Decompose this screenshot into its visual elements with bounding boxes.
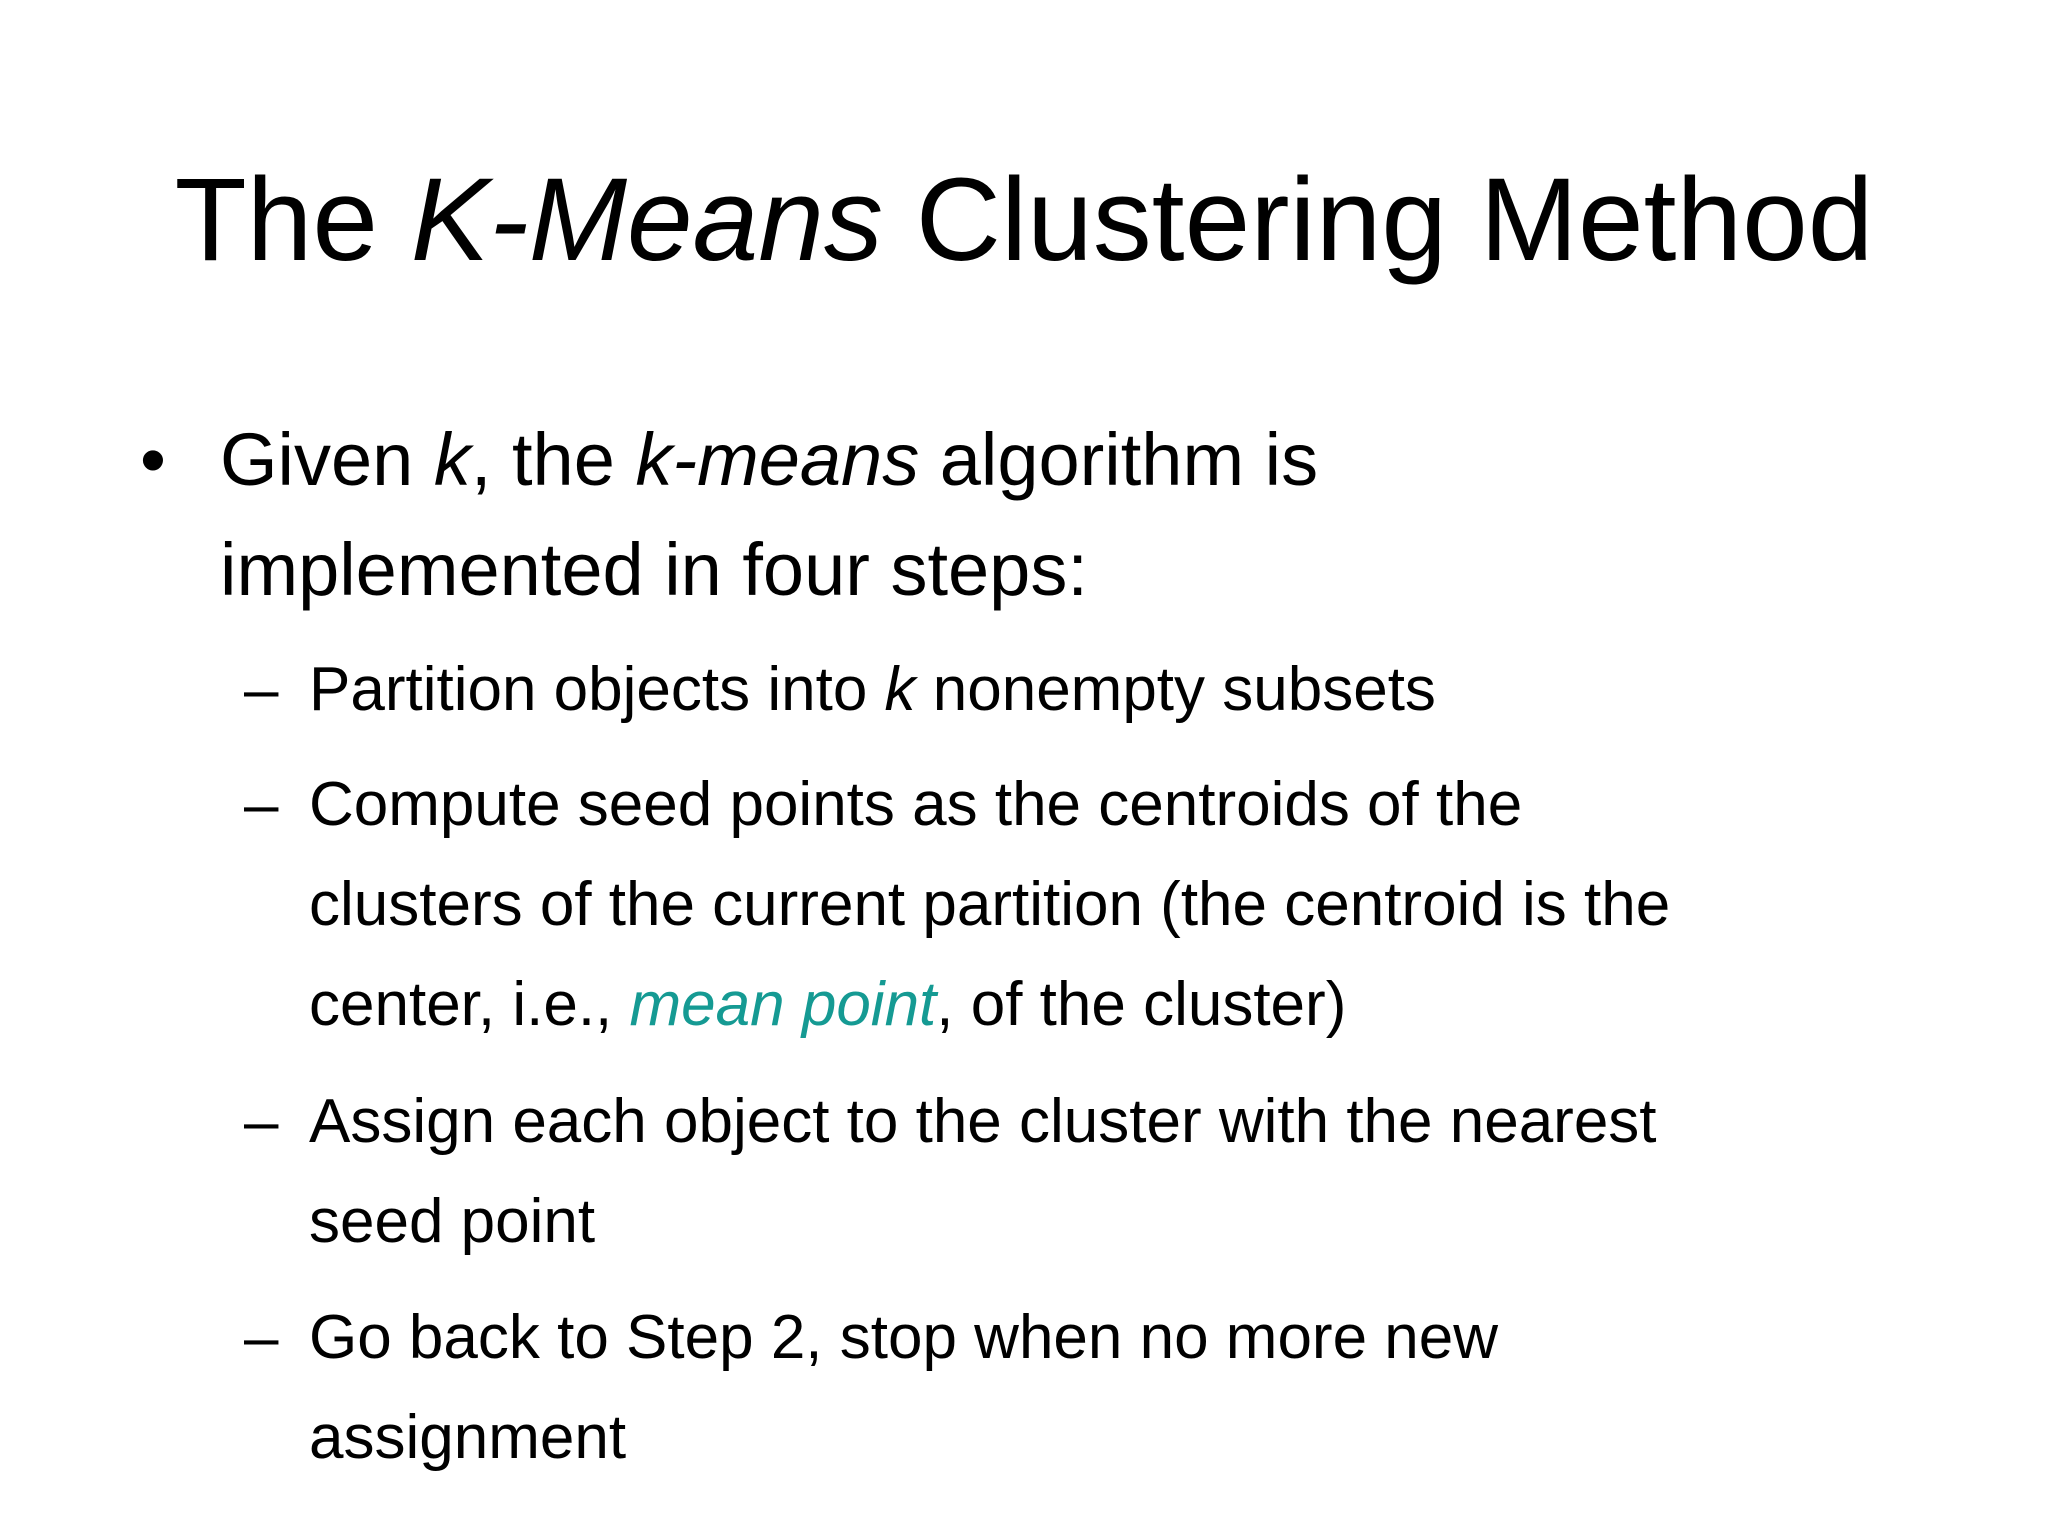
main-bullet-line-1-b: k xyxy=(433,418,471,501)
step-1-line-1-c: nonempty subsets xyxy=(915,655,1436,724)
main-bullet-line-1-e: algorithm is xyxy=(919,418,1319,501)
main-bullet-line-1-c: , the xyxy=(470,418,636,501)
slide-title xyxy=(0,150,2048,290)
main-bullet-line-2: implemented in four steps: xyxy=(220,528,1088,611)
step-4-marker: – xyxy=(244,1303,279,1372)
step-2-line-2: clusters of the current partition (the centroid is the xyxy=(309,870,1671,939)
title-part-3: Clustering Method xyxy=(882,154,1874,286)
step-3-marker: – xyxy=(244,1087,279,1156)
step-2-line-1: Compute seed points as the centroids of the xyxy=(309,770,1523,839)
step-1-marker: – xyxy=(244,655,279,724)
main-bullet-line-1-a: Given xyxy=(220,418,434,501)
step-3-line-2: seed point xyxy=(309,1187,596,1256)
step-1-line-1-a: Partition objects into xyxy=(309,655,885,724)
step-4-line-1: Go back to Step 2, stop when no more new xyxy=(309,1303,1499,1372)
title-part-2: K-Means xyxy=(410,154,883,286)
step-2-line-3-a: center, i.e., xyxy=(309,970,630,1039)
step-3-line-1: Assign each object to the cluster with the nearest xyxy=(309,1087,1657,1156)
step-2-marker: – xyxy=(244,770,279,839)
mean-point-highlight: mean point xyxy=(629,970,937,1039)
step-2-line-3-c: , of the cluster) xyxy=(936,970,1347,1039)
step-2-text xyxy=(309,755,1969,1055)
step-4-text xyxy=(309,1288,1969,1488)
step-3-text xyxy=(309,1072,1969,1272)
step-1-text xyxy=(309,640,1969,740)
step-2-line-3 xyxy=(309,955,1969,1055)
step-1-line-1-b: k xyxy=(884,655,916,724)
title-part-1: The xyxy=(174,154,411,286)
step-4-line-2: assignment xyxy=(309,1403,627,1472)
step-1-line-1 xyxy=(309,640,1969,740)
main-bullet-line-1 xyxy=(220,405,1920,515)
main-bullet-line-1-d: k-means xyxy=(635,418,920,501)
bullet-marker: • xyxy=(140,418,166,501)
main-bullet-text xyxy=(220,405,1920,625)
